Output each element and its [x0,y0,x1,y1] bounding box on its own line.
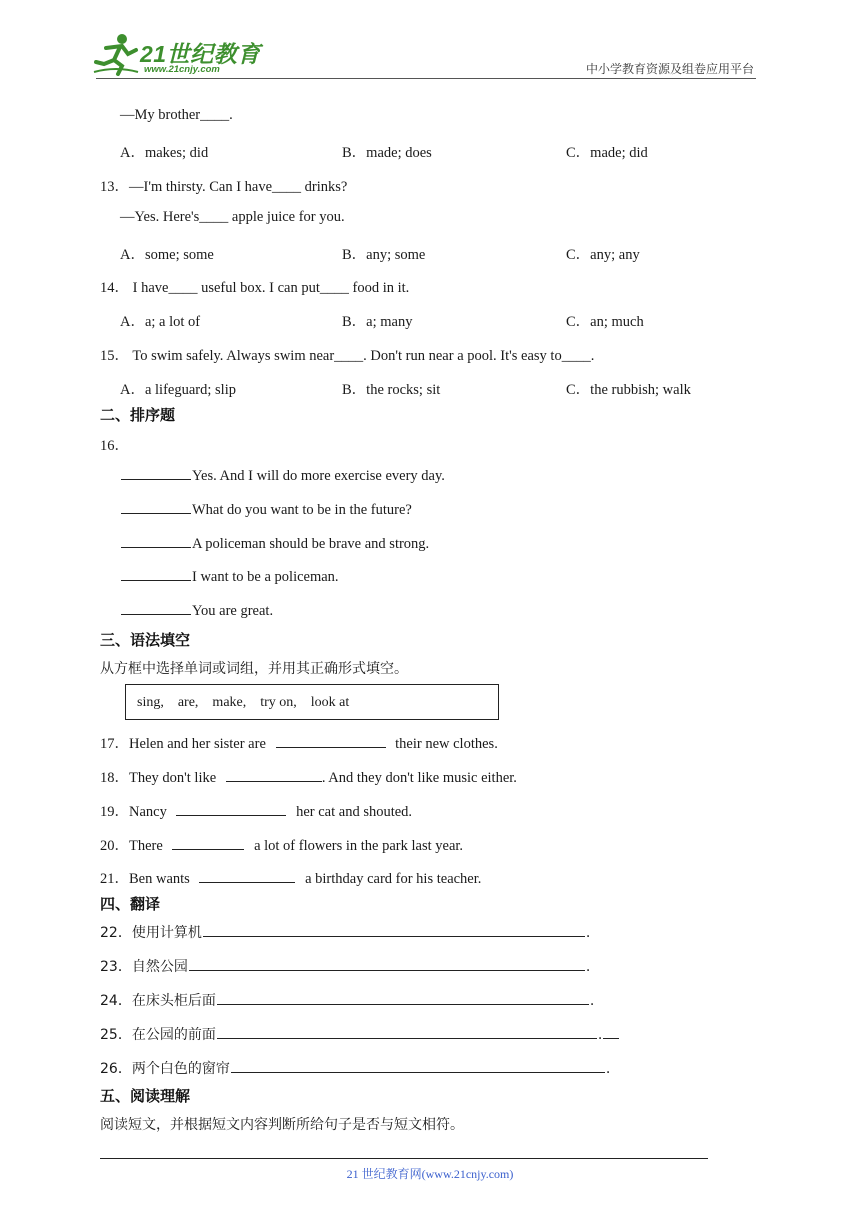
logo-url-text: www.21cnjy.com [144,64,220,75]
q24 [100,990,594,1010]
question-text-before: Ben wants [129,871,190,887]
question-text-before: Helen and her sister are [129,736,266,752]
q12-option-b: B．made; does [342,145,432,161]
q12-option-c: C．made; did [566,145,648,161]
answer-blank[interactable] [199,881,295,883]
translation-prompt: 在床头柜后面 [131,993,216,1009]
q13-question: 13．—I'm thirsty. Can I have____ drinks? [100,179,348,195]
word-box [125,684,499,720]
q16-sentence [120,502,412,519]
sentence-end: . [605,1061,611,1077]
answer-blank[interactable] [176,814,286,816]
q16-sentence [120,536,429,553]
question-number: 20． [100,838,129,854]
answer-blank[interactable] [189,969,585,971]
q15-option-b: B．the rocks; sit [342,382,441,398]
q16-number: 16． [100,438,129,454]
q16-sentence [120,569,339,586]
sentence-end: . [597,1027,603,1043]
q13-option-a: A．some; some [120,247,214,263]
q16-sentence-text: You are great. [192,603,274,619]
q13-option-c: C．any; any [566,247,640,263]
answer-blank[interactable] [121,512,191,514]
answer-blank[interactable] [226,780,322,782]
translation-prompt: 使用计算机 [131,925,202,941]
q16-sentence-text: A policeman should be brave and strong. [192,536,430,552]
q12-option-a: A．makes; did [120,145,209,161]
question-number: 22． [100,925,132,941]
q16-sentence [120,468,445,485]
question-number: 23． [100,959,132,975]
logo-brand-text: 21世纪教育 [140,41,261,67]
q15-question: 15． To swim safely. Always swim near____. Don't run near a pool. It's easy to____. [100,348,595,364]
q23 [100,956,590,976]
q14-option-c: C．an; much [566,314,644,330]
answer-blank[interactable] [121,579,191,581]
question-number: 25． [100,1027,132,1043]
q14-option-b: B．a; many [342,314,413,330]
translation-prompt: 两个白色的窗帘 [131,1061,230,1077]
answer-blank[interactable] [231,1071,605,1073]
question-number: 24． [100,993,132,1009]
q16-sentence-text: Yes. And I will do more exercise every day. [192,468,445,484]
q15-option-a: A．a lifeguard; slip [120,382,236,398]
q16-sentence-text: What do you want to be in the future? [192,502,412,518]
question-text-before: There [129,838,163,854]
question-number: 21． [100,871,129,887]
question-text-after: their new clothes. [395,736,498,752]
footer-site-link[interactable]: 21 世纪教育网(www.21cnjy.com) [346,1167,514,1181]
header-divider [96,78,756,79]
q20 [100,834,463,855]
q22 [100,922,590,942]
question-text-after: a lot of flowers in the park last year. [254,838,464,854]
section-5-title: 五、阅读理解 [100,1087,191,1105]
word-box-text: sing, are, make, try on, look at [137,695,350,710]
runner-icon [92,32,140,76]
answer-blank[interactable] [217,1003,589,1005]
section-4-title: 四、翻译 [100,895,161,913]
q15-option-c: C．the rubbish; walk [566,382,691,398]
q19 [100,800,412,821]
question-text-before: Nancy [129,804,167,820]
q16-sentence [120,603,273,620]
sentence-end: . [585,925,591,941]
q21 [100,867,481,888]
sentence-end: . [585,959,591,975]
answer-blank[interactable] [172,848,244,850]
q12-answer-line: —My brother____. [120,107,233,123]
q25 [100,1024,620,1044]
answer-blank[interactable] [217,1037,597,1039]
q13-answer-line: —Yes. Here's____ apple juice for you. [120,209,345,225]
q16-sentence-text: I want to be a policeman. [192,569,339,585]
answer-blank-tail [603,1037,619,1039]
answer-blank[interactable] [121,478,191,480]
question-text-after: a birthday card for his teacher. [305,871,482,887]
section-2-title: 二、排序题 [100,406,176,424]
sentence-end: . [589,993,595,1009]
question-number: 18． [100,770,129,786]
header-platform-text: 中小学教育资源及组卷应用平台 [585,62,754,76]
q17 [100,732,498,753]
q13-option-b: B．any; some [342,247,426,263]
q26 [100,1058,610,1078]
section-3-title: 三、语法填空 [100,631,191,649]
question-text-before: They don't like [129,770,217,786]
question-number: 26． [100,1061,132,1077]
q14-option-a: A．a; a lot of [120,314,201,330]
question-text-after: her cat and shouted. [296,804,413,820]
answer-blank[interactable] [276,746,386,748]
q14-question: 14． I have____ useful box. I can put____ food in it. [100,280,410,296]
question-number: 17． [100,736,129,752]
section-3-instruction: 从方框中选择单词或词组，并用其正确形式填空。 [100,661,408,677]
answer-blank[interactable] [203,935,585,937]
question-text-after: . And they don't like music either. [321,770,517,786]
answer-blank[interactable] [121,613,191,615]
question-number: 19． [100,804,129,820]
translation-prompt: 自然公园 [131,959,188,975]
section-5-instruction: 阅读短文，并根据短文内容判断所给句子是否与短文相符。 [100,1117,464,1133]
footer-divider [100,1158,708,1159]
answer-blank[interactable] [121,546,191,548]
translation-prompt: 在公园的前面 [131,1027,216,1043]
q18 [100,766,517,787]
site-logo [92,30,262,80]
